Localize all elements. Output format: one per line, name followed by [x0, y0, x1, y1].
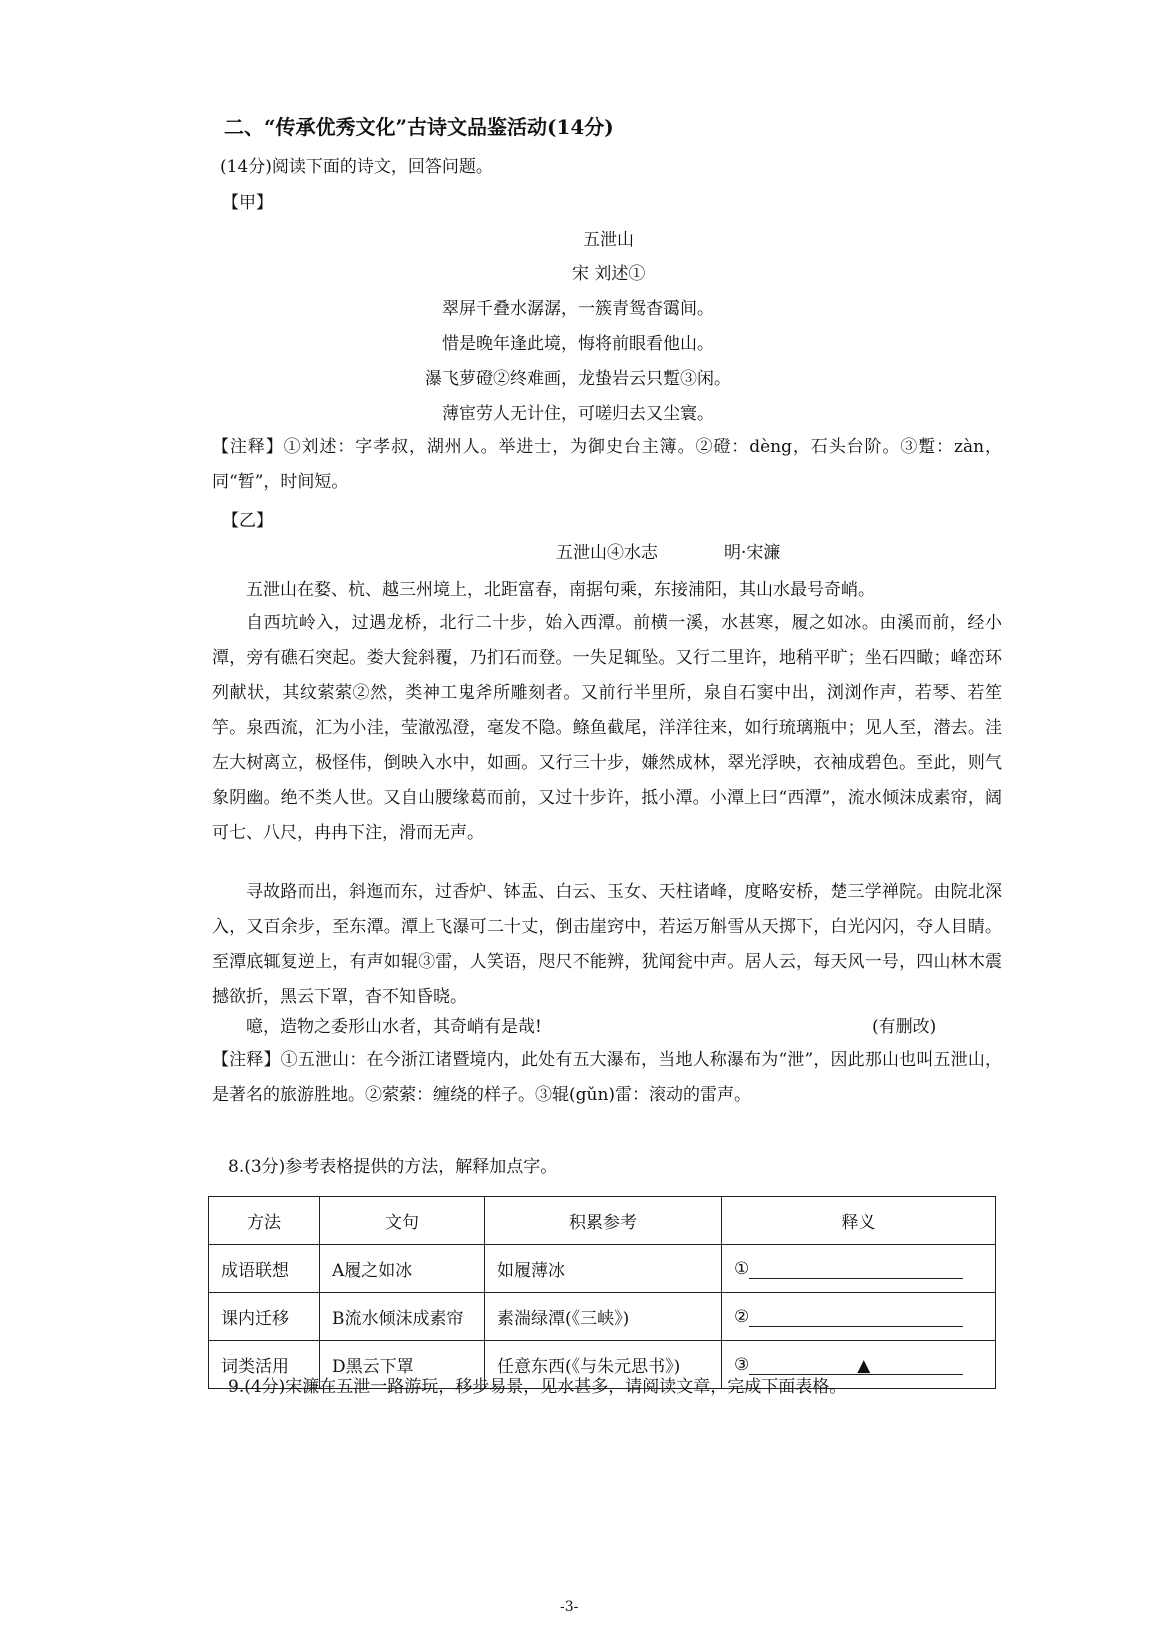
poem-author: 宋 刘述①	[572, 264, 646, 284]
tag-jia: 【甲】	[222, 193, 273, 213]
answer-blank[interactable]	[749, 1308, 963, 1327]
jia-note: 【注释】①刘述：字孝叔，湖州人。举进士，为御史台主簿。②磴：dèng，石头台阶。③蹔：zàn，同“暂”，时间短。	[212, 437, 1002, 492]
page-number: -3-	[560, 1599, 579, 1615]
prose-paragraph: 自西坑岭入，过遇龙桥，北行二十步，始入西潭。前横一溪，水甚寒，履之如冰。由溪而前，经小潭，旁有礁石突起。娄大瓮斜覆，乃扪石而登。一失足辄坠。又行二里许，地稍平旷；坐石四瞰；峰峦环列献状，其纹萦萦②然，类神工鬼斧所雕刻者。又前行半里所，泉自石窦中出，浏浏作声，若琴、若笙竽。泉西流，汇为小洼，莹澈泓澄，毫发不隐。鲦鱼截尾，洋洋往来，如行琉璃瓶中；见人至，潜去。洼左大树离立，极怪伟，倒映入水中，如画。又行三十步，嫌然成林，翠光浮映，衣袖成碧色。至此，则气象阴幽。绝不类人世。又自山腰缘葛而前，又过十步许，抵小潭。小潭上曰“西潭”，流水倾沫成素帘，阔可七、八尺，冉冉下注，滑而无声。	[212, 613, 1002, 843]
answer-number: ①	[734, 1258, 750, 1279]
poem-line: 薄宦劳人无计住，可嗟归去又尘寰。	[442, 404, 714, 424]
method-cell: 成语联想	[209, 1245, 320, 1293]
prose-paragraph: 寻故路而出，斜迤而东，过香炉、钵盂、白云、玉女、天柱诸峰，度略安桥，楚三学禅院。由院北深入，又百余步，至东潭。潭上飞瀑可二十丈，倒击崖窍中，若运万斛雪从天掷下，白光闪闪，夺人目睛。至潭底辄复逆上，有声如辊③雷，人笑语，咫尺不能辨，犹闻瓮中声。居人云，每天风一号，四山林木震撼欲折，黑云下罩，杳不知昏晓。	[212, 882, 1002, 1007]
answer-blank[interactable]	[749, 1260, 963, 1279]
table-header: 积累参考	[485, 1197, 722, 1245]
sentence-cell: A履之如冰	[320, 1245, 485, 1293]
table-header: 释义	[722, 1197, 996, 1245]
intro-text: (14分)阅读下面的诗文，回答问题。	[220, 157, 493, 177]
section-title: 二、“传承优秀文化”古诗文品鉴活动(14分)	[224, 115, 614, 139]
table-header: 文句	[320, 1197, 485, 1245]
table-row	[209, 1245, 996, 1293]
answer-number: ③	[734, 1354, 750, 1375]
poem-line: 瀑飞萝磴②终难画，龙蛰岩云只蹔③闲。	[425, 369, 731, 389]
answer-number: ②	[734, 1306, 750, 1327]
prose-author: 明·宋濂	[724, 543, 781, 563]
method-cell: 课内迁移	[209, 1293, 320, 1341]
prose-paragraph: 噫，造物之委形山水者，其奇峭有是哉!	[246, 1017, 542, 1037]
question-8-prompt: 8.(3分)参考表格提供的方法，解释加点字。	[228, 1157, 558, 1177]
poem-line: 翠屏千叠水潺潺，一簇青鸳杳霭间。	[442, 299, 714, 319]
answer-cell[interactable]	[722, 1245, 996, 1293]
answer-cell[interactable]	[722, 1293, 996, 1341]
sentence-cell: D黑云下罩	[320, 1341, 485, 1389]
source-note: (有删改)	[872, 1017, 937, 1037]
yi-note: 【注释】①五泄山：在今浙江诸暨境内，此处有五大瀑布，当地人称瀑布为“泄”，因此那山也叫五泄山，是著名的旅游胜地。②萦萦：缠绕的样子。③辊(gǔn)雷：滚动的雷声。	[212, 1050, 1002, 1105]
poem-title: 五泄山	[583, 230, 634, 250]
tag-yi: 【乙】	[222, 511, 273, 531]
prose-paragraph: 五泄山在婺、杭、越三州境上，北距富春，南据句乘，东接浦阳，其山水最号奇峭。	[246, 580, 875, 600]
sentence-cell: B流水倾沫成素帘	[320, 1293, 485, 1341]
reference-cell: 如履薄冰	[485, 1245, 722, 1293]
answer-blank[interactable]	[749, 1356, 963, 1375]
method-table	[208, 1196, 996, 1389]
method-cell: 词类活用	[209, 1341, 320, 1389]
table-header-row	[209, 1197, 996, 1245]
question-9-prompt: 9.(4分)宋濂在五泄一路游玩，移步易景，见水甚多，请阅读文章，完成下面表格。	[228, 1377, 847, 1397]
table-row	[209, 1293, 996, 1341]
table-header: 方法	[209, 1197, 320, 1245]
triangle-marker: ▲	[857, 1355, 871, 1376]
prose-title: 五泄山④水志	[556, 543, 658, 563]
poem-line: 惜是晚年逢此境，悔将前眼看他山。	[442, 334, 714, 354]
reference-cell: 素湍绿潭(《三峡》)	[485, 1293, 722, 1341]
reference-cell: 任意东西(《与朱元思书》)	[485, 1341, 722, 1389]
